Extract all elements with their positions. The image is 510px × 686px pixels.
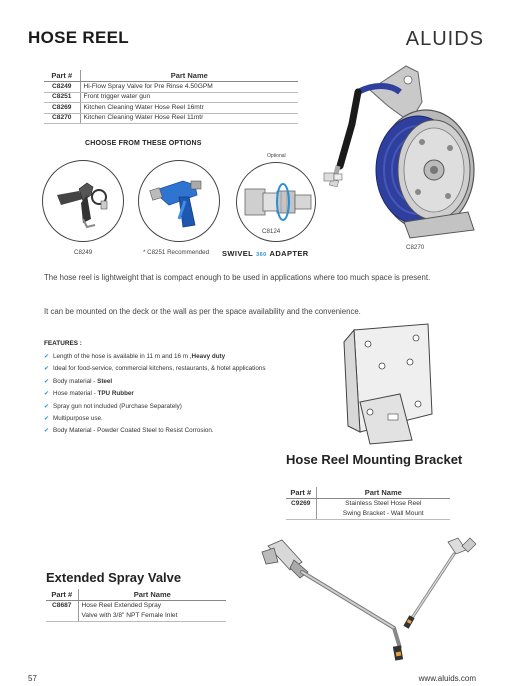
caption-c8251: * C8251 Recommended bbox=[143, 249, 210, 256]
list-item: ✔ Length of the hose is available in 11 m and 16 m ,Heavy duty bbox=[44, 353, 226, 360]
caption-c8124: C8124 bbox=[262, 228, 281, 235]
rotation-360-icon: 360 bbox=[256, 252, 267, 258]
check-icon: ✔ bbox=[44, 378, 50, 385]
table-row bbox=[44, 92, 298, 103]
option-spray-valve bbox=[42, 160, 124, 242]
check-icon: ✔ bbox=[44, 391, 50, 398]
col-part-number: Part # bbox=[44, 70, 80, 82]
part-number: C8270 bbox=[44, 113, 80, 124]
swivel-right: ADAPTER bbox=[269, 249, 309, 258]
website-url: www.aluids.com bbox=[418, 674, 476, 683]
water-gun-icon bbox=[139, 161, 220, 242]
options-heading: CHOOSE FROM THESE OPTIONS bbox=[85, 140, 202, 147]
intro-paragraph: The hose reel is lightweight that is compact enough to be used in applications where too much space is present. bbox=[44, 273, 431, 282]
check-icon: ✔ bbox=[44, 354, 50, 360]
list-item: ✔ Hose material - TPU Rubber bbox=[44, 390, 134, 398]
option-water-gun bbox=[138, 160, 220, 242]
caption-c8249: C8249 bbox=[74, 249, 93, 256]
col-part-name: Part Name bbox=[316, 487, 450, 499]
col-part-name: Part Name bbox=[80, 70, 298, 82]
brand-logo: ALUIDS bbox=[405, 28, 484, 50]
bracket-table bbox=[286, 487, 450, 520]
part-number: C8249 bbox=[44, 82, 80, 93]
part-name: Hi-Flow Spray Valve for Pre Rinse 4.50GPM bbox=[80, 82, 298, 93]
part-name: Hose Reel Extended Spray Valve with 3/8" NPT Female Inlet bbox=[78, 601, 226, 622]
part-name: Front trigger water gun bbox=[80, 92, 298, 103]
optional-label: Optional bbox=[267, 153, 286, 159]
hose-fitting-icon bbox=[322, 170, 344, 184]
check-icon: ✔ bbox=[44, 428, 50, 435]
features-list bbox=[44, 352, 265, 439]
check-icon: ✔ bbox=[44, 403, 50, 410]
col-part-name: Part Name bbox=[78, 589, 226, 601]
mounting-paragraph: It can be mounted on the deck or the wall as per the space availability and the convenience. bbox=[44, 307, 361, 316]
spray-valve-icon bbox=[43, 161, 124, 242]
list-item: ✔ Multipurpose use. bbox=[44, 414, 103, 422]
list-item: ✔ Ideal for food-service, commercial kitchens, restaurants, & hotel applications bbox=[44, 365, 266, 373]
table-row bbox=[46, 601, 226, 622]
bracket-image bbox=[340, 322, 444, 446]
list-item: ✔ Body material - Steel bbox=[44, 377, 113, 385]
table-row bbox=[44, 103, 298, 114]
table-row bbox=[44, 82, 298, 93]
table-row bbox=[286, 499, 450, 520]
extended-spray-valve-image bbox=[244, 532, 490, 666]
caption-c8270: C8270 bbox=[406, 244, 425, 251]
part-number: C8687 bbox=[46, 601, 78, 622]
page-number: 57 bbox=[28, 674, 37, 683]
table-row bbox=[44, 113, 298, 124]
hose-reel-image bbox=[318, 62, 488, 247]
check-icon: ✔ bbox=[44, 415, 50, 422]
extended-title: Extended Spray Valve bbox=[46, 570, 182, 585]
extended-table bbox=[46, 589, 226, 622]
part-number: C8251 bbox=[44, 92, 80, 103]
list-item: ✔ Spray gun not included (Purchase Separately) bbox=[44, 402, 182, 410]
check-icon: ✔ bbox=[44, 366, 50, 373]
swivel-adapter-label bbox=[222, 249, 309, 258]
col-part-number: Part # bbox=[286, 487, 316, 499]
bracket-title: Hose Reel Mounting Bracket bbox=[286, 452, 463, 467]
part-number: C9269 bbox=[286, 499, 316, 520]
col-part-number: Part # bbox=[46, 589, 78, 601]
features-heading: FEATURES : bbox=[44, 340, 82, 347]
part-name: Kitchen Cleaning Water Hose Reel 11mtr bbox=[80, 113, 298, 124]
part-name: Kitchen Cleaning Water Hose Reel 16mtr bbox=[80, 103, 298, 114]
part-name: Stainless Steel Hose Reel Swing Bracket - Wall Mount bbox=[316, 499, 450, 520]
parts-table bbox=[44, 70, 298, 124]
page-title: HOSE REEL bbox=[28, 28, 129, 47]
swivel-left: SWIVEL bbox=[222, 249, 254, 258]
part-number: C8269 bbox=[44, 103, 80, 114]
list-item: ✔ Body Material - Powder Coated Steel to Resist Corrosion. bbox=[44, 427, 214, 435]
